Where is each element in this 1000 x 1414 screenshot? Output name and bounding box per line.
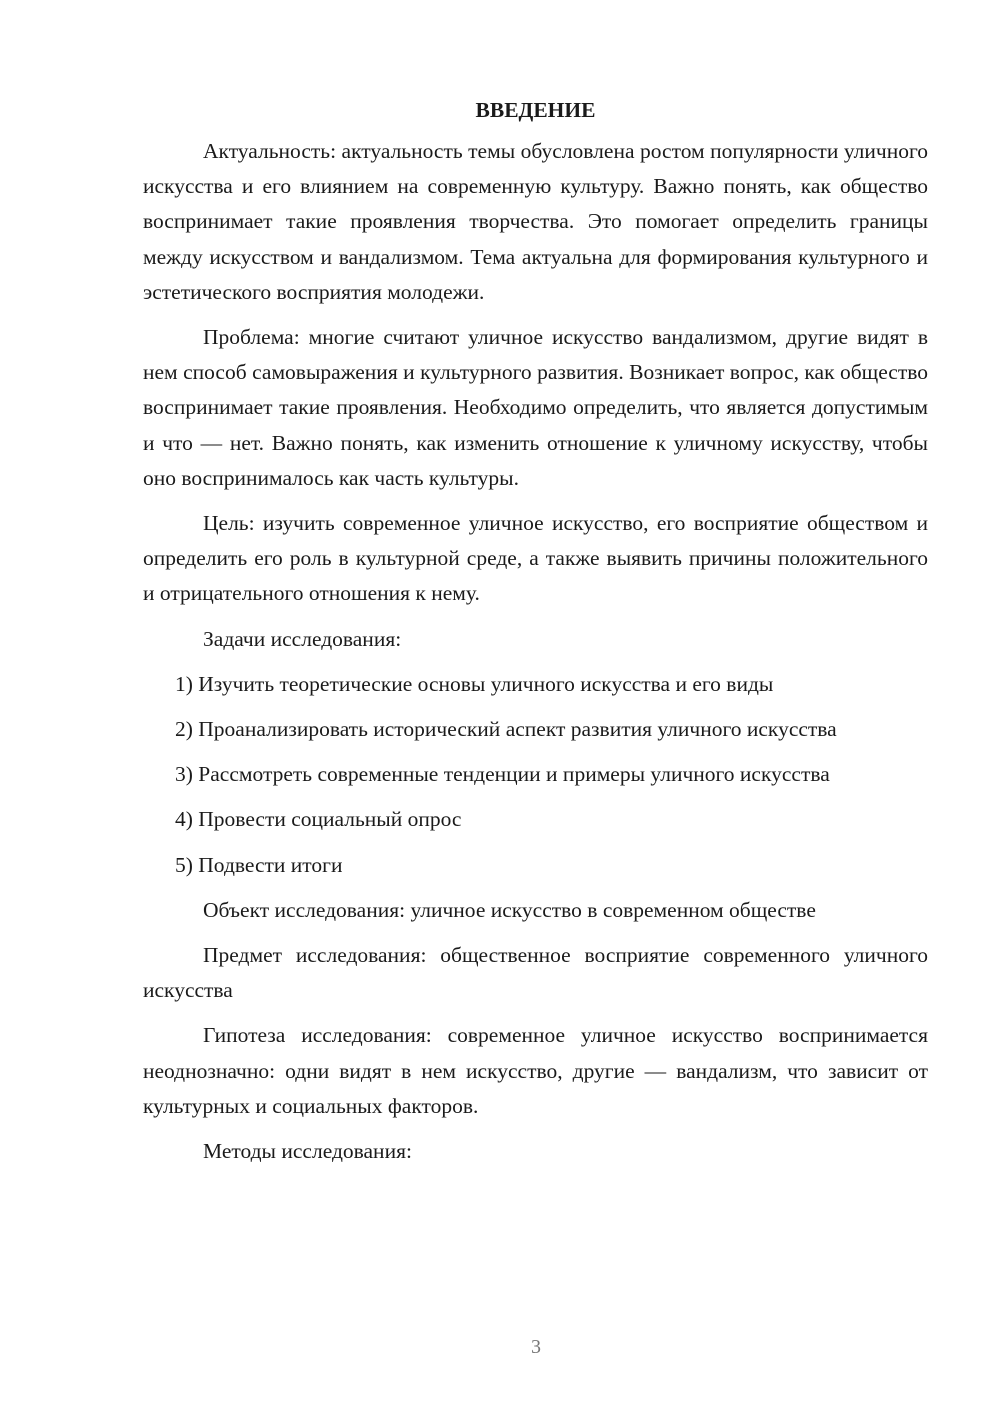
list-item: 5) Подвести итоги bbox=[175, 852, 343, 877]
list-item: 3) Рассмотреть современные тенденции и примеры уличного искусства bbox=[175, 762, 830, 787]
page-title: ВВЕДЕНИЕ bbox=[475, 98, 596, 122]
paragraph-hypothesis: Гипотеза исследования: современное уличное искусство воспринимается неоднозначно: одни видят в нем искусство, другие — вандализм, что зависит от культурных и социальных факторов. bbox=[143, 1023, 928, 1118]
tasks-list bbox=[143, 667, 928, 883]
paragraph-methods: Методы исследования: bbox=[203, 1139, 412, 1164]
paragraph-problem: Проблема: многие считают уличное искусство вандализмом, другие видят в нем способ самовыражения и культурного развития. Возникает вопрос, как общество воспринимает такие проявления. Необходимо определить, что является допустимым и что — нет. Важно понять, как изменить отношение к уличному искусству, чтобы оно воспринималось как часть культуры. bbox=[143, 325, 928, 490]
tasks-heading: Задачи исследования: bbox=[203, 626, 402, 651]
page-number: 3 bbox=[531, 1336, 541, 1358]
paragraph-goal: Цель: изучить современное уличное искусство, его восприятие обществом и определить его роль в культурной среде, а также выявить причины положительного и отрицательного отношения к нему. bbox=[143, 511, 928, 606]
document-page bbox=[143, 96, 928, 1179]
paragraph-object: Объект исследования: уличное искусство в современном обществе bbox=[203, 897, 816, 922]
paragraph-subject: Предмет исследования: общественное восприятие современного уличного искусства bbox=[143, 943, 928, 1003]
list-item: 4) Провести социальный опрос bbox=[175, 807, 462, 832]
paragraph-relevance: Актуальность: актуальность темы обусловлена ростом популярности уличного искусства и его влиянием на современную культуру. Важно понять, как общество воспринимает такие проявления творчества. Это помогает определить границы между искусством и вандализмом. Тема актуальна для формирования культурного и эстетического восприятия молодежи. bbox=[143, 139, 928, 304]
list-item: 2) Проанализировать исторический аспект развития уличного искусства bbox=[175, 717, 837, 742]
list-item: 1) Изучить теоретические основы уличного искусства и его виды bbox=[175, 671, 774, 696]
